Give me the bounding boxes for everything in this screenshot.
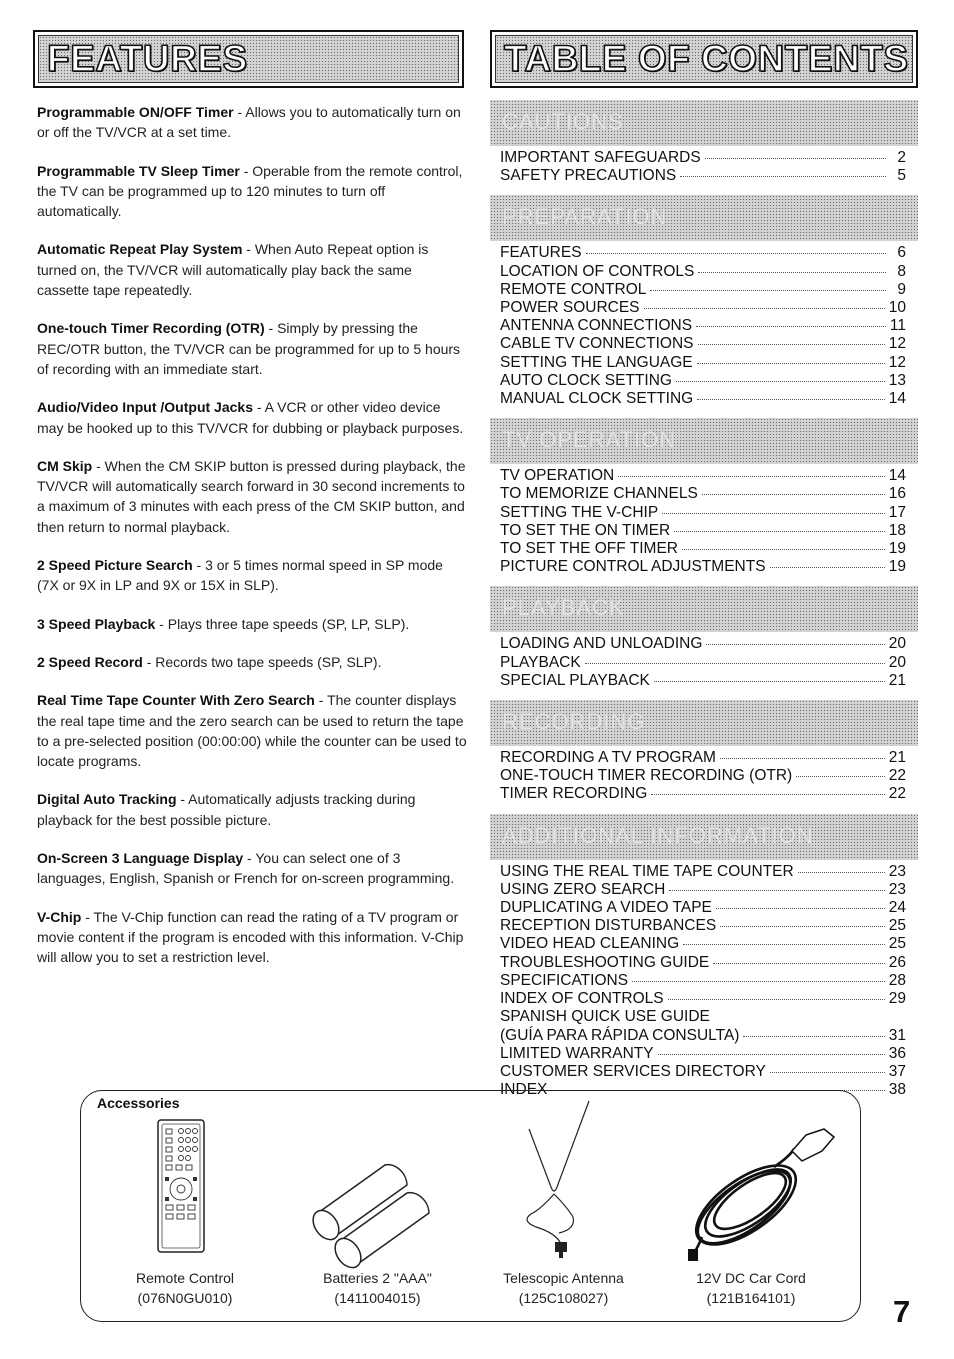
toc-title-box bbox=[490, 30, 918, 88]
toc-entry-page: 6 bbox=[897, 244, 906, 262]
toc-entry-page: 12 bbox=[888, 353, 906, 371]
feature-item bbox=[37, 102, 467, 143]
toc-entry bbox=[500, 767, 906, 785]
feature-description: - Plays three tape speeds (SP, LP, SLP). bbox=[155, 615, 410, 632]
toc-entry-page: 31 bbox=[888, 1026, 906, 1044]
page-number: 7 bbox=[893, 1294, 911, 1329]
toc-entry bbox=[500, 917, 906, 935]
toc-entry-label: PLAYBACK bbox=[500, 653, 581, 671]
feature-item bbox=[37, 848, 467, 889]
feature-item bbox=[37, 397, 467, 438]
toc-entry-label: SAFETY PRECAUTIONS bbox=[500, 167, 677, 185]
toc-entry bbox=[500, 749, 906, 767]
feature-item bbox=[37, 614, 467, 634]
toc-entry-page: 12 bbox=[888, 335, 906, 353]
toc-entry bbox=[500, 654, 906, 672]
feature-name: On-Screen 3 Language Display bbox=[37, 850, 244, 867]
toc-dot-leader bbox=[654, 681, 885, 682]
feature-description: - When Auto Repeat option is turned on, the TV/VCR will automatically play back the same cassette tape repeatedly. bbox=[37, 241, 429, 299]
toc-entry-label: LOADING AND UNLOADING bbox=[500, 635, 703, 653]
feature-name: Audio/Video Input /Output Jacks bbox=[37, 399, 253, 416]
toc-title: TABLE OF CONTENTS bbox=[504, 38, 909, 79]
accessory-code: (076N0GU010) bbox=[137, 1290, 233, 1306]
toc-entry bbox=[500, 672, 906, 690]
toc-entry-page: 23 bbox=[888, 880, 906, 898]
feature-item bbox=[37, 690, 467, 771]
toc-entry-label: SPANISH QUICK USE GUIDE bbox=[500, 1008, 710, 1026]
accessory-code: (121B164101) bbox=[706, 1290, 796, 1306]
toc-entry bbox=[500, 990, 906, 1008]
toc-entry-label: DUPLICATING A VIDEO TAPE bbox=[500, 899, 712, 917]
toc-dot-leader bbox=[669, 890, 884, 891]
toc-entry-label: LIMITED WARRANTY bbox=[500, 1044, 654, 1062]
toc-entry-label: POWER SOURCES bbox=[500, 299, 640, 317]
toc-entry-page: 19 bbox=[888, 540, 906, 558]
toc-entry-page: 36 bbox=[888, 1044, 906, 1062]
toc-entry-list bbox=[500, 244, 918, 408]
toc-section-title: ADDITIONAL INFORMATION bbox=[502, 822, 814, 848]
feature-item bbox=[37, 652, 467, 672]
toc-entry-page: 9 bbox=[897, 280, 906, 298]
toc-dot-leader bbox=[662, 513, 885, 514]
toc-section-header bbox=[490, 700, 918, 746]
toc-entry-page: 25 bbox=[888, 935, 906, 953]
toc-entry bbox=[500, 467, 906, 485]
toc-entry-page: 24 bbox=[888, 899, 906, 917]
feature-name: Digital Auto Tracking bbox=[37, 791, 177, 808]
toc-entry-page: 25 bbox=[888, 917, 906, 935]
accessory-code: (1411004015) bbox=[334, 1290, 421, 1306]
toc-dot-leader bbox=[770, 1072, 885, 1073]
toc-entry-label: INDEX OF CONTROLS bbox=[500, 990, 664, 1008]
accessory-remote-control bbox=[105, 1268, 265, 1308]
toc-entry-label: AUTO CLOCK SETTING bbox=[500, 371, 672, 389]
toc-entry bbox=[500, 317, 906, 335]
feature-description: - Allows you to automatically turn on or off the TV/VCR at a set time. bbox=[37, 104, 461, 141]
toc-entry-label: ANTENNA CONNECTIONS bbox=[500, 317, 693, 335]
toc-dot-leader bbox=[705, 158, 886, 159]
toc-entry-label: FEATURES bbox=[500, 244, 582, 262]
feature-item bbox=[37, 318, 467, 379]
toc-dot-leader bbox=[658, 1054, 885, 1055]
toc-entry-page: 5 bbox=[897, 167, 906, 185]
toc-entry bbox=[500, 935, 906, 953]
toc-entry-label: MANUAL CLOCK SETTING bbox=[500, 390, 694, 408]
toc-entry-page: 21 bbox=[888, 671, 906, 689]
toc-entry bbox=[500, 504, 906, 522]
toc-entry-label: TO MEMORIZE CHANNELS bbox=[500, 485, 698, 503]
feature-item bbox=[37, 161, 467, 222]
toc-section-title: PLAYBACK bbox=[502, 595, 625, 621]
toc-entry-list bbox=[500, 467, 918, 576]
toc-entry-page: 22 bbox=[888, 767, 906, 785]
toc-entry-label: USING THE REAL TIME TAPE COUNTER bbox=[500, 862, 794, 880]
feature-description: - Operable from the remote control, the TV can be programmed up to 120 minutes to turn off automatically. bbox=[37, 162, 463, 220]
toc-entry-label: (GUÍA PARA RÁPIDA CONSULTA) bbox=[500, 1026, 740, 1044]
toc-section-title: RECORDING bbox=[502, 709, 646, 735]
toc-entry-label: SETTING THE LANGUAGE bbox=[500, 353, 693, 371]
accessory-name: Telescopic Antenna bbox=[503, 1270, 624, 1286]
feature-description: - You can select one of 3 languages, English, Spanish or French for on-screen programming. bbox=[37, 850, 455, 887]
toc-dot-leader bbox=[770, 567, 885, 568]
toc-entry-label: VIDEO HEAD CLEANING bbox=[500, 935, 680, 953]
accessories-title: Accessories bbox=[97, 1095, 180, 1111]
toc-entry-label: REMOTE CONTROL bbox=[500, 280, 647, 298]
table-of-contents bbox=[490, 100, 918, 1109]
accessories-box bbox=[80, 1090, 861, 1322]
toc-entry-page: 20 bbox=[888, 635, 906, 653]
feature-name: Automatic Repeat Play System bbox=[37, 241, 243, 258]
toc-entry-label: USING ZERO SEARCH bbox=[500, 880, 666, 898]
toc-dot-leader bbox=[697, 363, 885, 364]
toc-dot-leader bbox=[702, 494, 885, 495]
toc-dot-leader bbox=[644, 308, 885, 309]
toc-dot-leader bbox=[650, 290, 886, 291]
toc-entry-page: 18 bbox=[888, 521, 906, 539]
features-title-band bbox=[38, 35, 459, 83]
toc-dot-leader bbox=[682, 549, 885, 550]
toc-entry bbox=[500, 149, 906, 167]
toc-entry-page: 21 bbox=[888, 749, 906, 767]
toc-entry bbox=[500, 390, 906, 408]
toc-entry bbox=[500, 1045, 906, 1063]
toc-entry-label: TO SET THE ON TIMER bbox=[500, 521, 671, 539]
feature-description: - The counter displays the real tape time and the zero search can be used to return the tape to a pre-selected position (00:00:00) while the counter can be used to locate programs. bbox=[37, 692, 467, 770]
toc-entry bbox=[500, 1027, 906, 1045]
accessory-batteries bbox=[295, 1268, 460, 1308]
toc-dot-leader bbox=[676, 381, 885, 382]
toc-entry-page: 14 bbox=[888, 467, 906, 485]
feature-item bbox=[37, 456, 467, 537]
toc-entry bbox=[500, 335, 906, 353]
toc-entry-page: 26 bbox=[888, 953, 906, 971]
toc-entry-list bbox=[500, 635, 918, 690]
toc-dot-leader bbox=[716, 908, 885, 909]
accessory-name: 12V DC Car Cord bbox=[696, 1270, 806, 1286]
toc-entry bbox=[500, 281, 906, 299]
toc-entry bbox=[500, 372, 906, 390]
toc-entry-page: 14 bbox=[888, 390, 906, 408]
feature-name: CM Skip bbox=[37, 457, 93, 474]
toc-entry-page: 19 bbox=[888, 558, 906, 576]
toc-entry-page: 13 bbox=[888, 371, 906, 389]
toc-entry-label: SETTING THE V-CHIP bbox=[500, 503, 659, 521]
feature-description: - Records two tape speeds (SP, SLP). bbox=[142, 653, 382, 670]
toc-section-header bbox=[490, 195, 918, 241]
toc-dot-leader bbox=[586, 253, 886, 254]
toc-entry bbox=[500, 522, 906, 540]
feature-name: Programmable ON/OFF Timer bbox=[37, 104, 234, 120]
accessory-car-cord bbox=[671, 1268, 831, 1308]
toc-title-band bbox=[495, 35, 913, 83]
toc-entry bbox=[500, 244, 906, 262]
toc-entry bbox=[500, 1063, 906, 1081]
feature-name: 3 Speed Playback bbox=[37, 615, 156, 632]
toc-entry bbox=[500, 485, 906, 503]
feature-item bbox=[37, 239, 467, 300]
toc-entry-page: 17 bbox=[888, 503, 906, 521]
toc-entry-label: TIMER RECORDING bbox=[500, 785, 648, 803]
toc-entry-label: TV OPERATION bbox=[500, 467, 615, 485]
toc-dot-leader bbox=[632, 981, 885, 982]
toc-dot-leader bbox=[696, 326, 886, 327]
toc-dot-leader bbox=[683, 944, 885, 945]
accessory-name: Batteries 2 "AAA" bbox=[323, 1270, 432, 1286]
toc-entry-page: 22 bbox=[888, 785, 906, 803]
toc-section-header bbox=[490, 814, 918, 860]
feature-description: - The V-Chip function can read the rating of a TV program or movie content if the program is encoded with this information. V-Chip will allow you to set a restriction level. bbox=[37, 908, 464, 966]
toc-entry-page: 2 bbox=[897, 149, 906, 166]
feature-description: - Automatically adjusts tracking during playback for the best possible picture. bbox=[37, 791, 416, 828]
feature-item bbox=[37, 907, 467, 968]
toc-entry bbox=[500, 881, 906, 899]
toc-dot-leader bbox=[697, 399, 885, 400]
toc-entry-page: 11 bbox=[889, 317, 906, 335]
toc-section-header bbox=[490, 418, 918, 464]
toc-entry bbox=[500, 899, 906, 917]
feature-description: - When the CM SKIP button is pressed during playback, the TV/VCR will automatically search forward in 30 second increments to a maximum of 3 minutes with each press of the CM SKIP button, and then return to normal playback. bbox=[37, 457, 466, 535]
toc-entry bbox=[500, 167, 906, 185]
features-list bbox=[37, 102, 467, 986]
toc-section-header bbox=[490, 100, 918, 146]
toc-entry-label: SPECIFICATIONS bbox=[500, 971, 629, 989]
toc-dot-leader bbox=[668, 999, 885, 1000]
feature-description: - Simply by pressing the REC/OTR button, the TV/VCR can be programmed for up to 5 hours of recording with an immediate start. bbox=[37, 320, 461, 377]
feature-item bbox=[37, 789, 467, 830]
toc-dot-leader bbox=[585, 663, 885, 664]
features-title-box bbox=[33, 30, 464, 88]
toc-section-title: TV OPERATION bbox=[502, 427, 677, 453]
toc-dot-leader bbox=[713, 963, 884, 964]
toc-dot-leader bbox=[680, 176, 886, 177]
remote-control-icon bbox=[154, 1117, 208, 1255]
toc-entry bbox=[500, 972, 906, 990]
toc-entry bbox=[500, 299, 906, 317]
toc-entry bbox=[500, 635, 906, 653]
toc-entry-list bbox=[500, 149, 918, 185]
feature-name: Real Time Tape Counter With Zero Search bbox=[37, 692, 315, 709]
features-title: FEATURES bbox=[47, 38, 248, 79]
toc-entry bbox=[500, 558, 906, 576]
toc-dot-leader bbox=[674, 531, 885, 532]
toc-entry bbox=[500, 954, 906, 972]
toc-entry-list bbox=[500, 749, 918, 804]
toc-entry-page: 8 bbox=[897, 262, 906, 280]
feature-item bbox=[37, 555, 467, 596]
toc-dot-leader bbox=[651, 794, 885, 795]
feature-name: One-touch Timer Recording (OTR) bbox=[37, 320, 265, 337]
toc-entry bbox=[500, 785, 906, 803]
toc-dot-leader bbox=[798, 872, 885, 873]
toc-entry-page: 37 bbox=[888, 1062, 906, 1080]
toc-section-title: PREPARATION bbox=[502, 204, 668, 230]
toc-dot-leader bbox=[618, 476, 884, 477]
toc-dot-leader bbox=[743, 1036, 884, 1037]
toc-dot-leader bbox=[698, 272, 886, 273]
toc-dot-leader bbox=[720, 758, 885, 759]
toc-entry-label: CUSTOMER SERVICES DIRECTORY bbox=[500, 1062, 766, 1080]
feature-description: - 3 or 5 times normal speed in SP mode (7X or 9X in LP and 9X or 15X in SLP). bbox=[37, 557, 443, 594]
feature-name: V-Chip bbox=[37, 908, 82, 925]
toc-entry bbox=[500, 263, 906, 281]
toc-entry-label: RECEPTION DISTURBANCES bbox=[500, 917, 717, 935]
toc-entry-page: 28 bbox=[888, 971, 906, 989]
feature-description: - A VCR or other video device may be hooked up to this TV/VCR for dubbing or playback purposes. bbox=[37, 399, 464, 436]
toc-entry bbox=[500, 863, 906, 881]
feature-name: Programmable TV Sleep Timer bbox=[37, 162, 240, 179]
toc-entry-label: ONE-TOUCH TIMER RECORDING (OTR) bbox=[500, 767, 793, 785]
feature-name: 2 Speed Picture Search bbox=[37, 557, 193, 574]
antenna-icon bbox=[501, 1099, 611, 1269]
accessory-antenna bbox=[481, 1268, 646, 1308]
toc-entry-page: 29 bbox=[888, 990, 906, 1008]
toc-dot-leader bbox=[706, 644, 884, 645]
toc-entry-page: 16 bbox=[888, 485, 906, 503]
toc-entry-label: IMPORTANT SAFEGUARDS bbox=[500, 149, 701, 166]
toc-section-title: CAUTIONS bbox=[502, 109, 624, 134]
toc-entry-label: TO SET THE OFF TIMER bbox=[500, 540, 678, 558]
toc-entry bbox=[500, 540, 906, 558]
toc-entry-page: 38 bbox=[888, 1081, 906, 1099]
toc-dot-leader bbox=[698, 344, 885, 345]
toc-section-header bbox=[490, 586, 918, 632]
toc-entry-label: RECORDING A TV PROGRAM bbox=[500, 749, 716, 767]
toc-entry-label: TROUBLESHOOTING GUIDE bbox=[500, 953, 710, 971]
toc-entry-label: CABLE TV CONNECTIONS bbox=[500, 335, 694, 353]
toc-entry-label: INDEX bbox=[500, 1081, 548, 1099]
feature-name: 2 Speed Record bbox=[37, 653, 143, 670]
toc-entry bbox=[500, 1008, 906, 1026]
toc-dot-leader bbox=[720, 926, 885, 927]
toc-entry-page: 20 bbox=[888, 653, 906, 671]
toc-entry-label: PICTURE CONTROL ADJUSTMENTS bbox=[500, 558, 766, 576]
toc-entry-label: LOCATION OF CONTROLS bbox=[500, 262, 695, 280]
toc-entry-list bbox=[500, 863, 918, 1100]
batteries-icon bbox=[303, 1157, 453, 1269]
car-cord-icon bbox=[684, 1127, 844, 1262]
toc-dot-leader bbox=[796, 776, 885, 777]
accessory-code: (125C108027) bbox=[518, 1290, 609, 1306]
accessory-name: Remote Control bbox=[135, 1270, 235, 1286]
toc-entry bbox=[500, 354, 906, 372]
toc-entry-page: 10 bbox=[888, 299, 906, 317]
toc-entry-label: SPECIAL PLAYBACK bbox=[500, 671, 650, 689]
toc-entry-page: 23 bbox=[888, 862, 906, 880]
